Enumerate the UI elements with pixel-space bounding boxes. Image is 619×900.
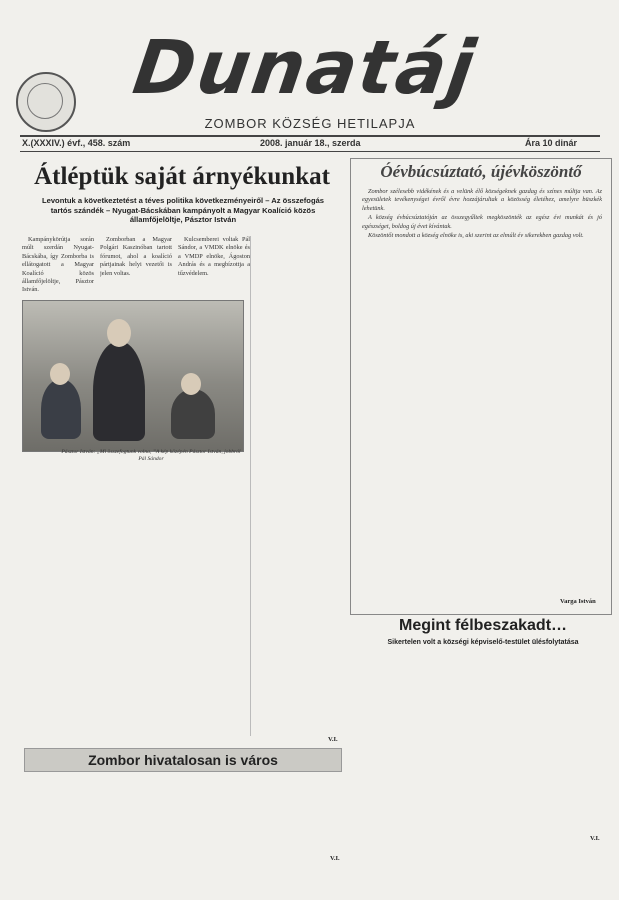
lead-photo xyxy=(22,300,244,452)
masthead-title: Dunatáj xyxy=(128,25,482,111)
lead-article-standfirst: Levontuk a következtetést a téves politika következményeiről – Az összefogás tartós szándék – Nyugat-Bácskában kampányolt a Magyar Koalíció közös államfőjelöltje, Pásztor István xyxy=(41,196,325,225)
lead-article-signature: V.I. xyxy=(328,736,338,743)
coat-of-arms-seal xyxy=(16,72,76,132)
bottom-rule xyxy=(20,151,600,152)
lead-paragraph: Zomborban a Magyar Polgári Kaszinóban tartott fórumot, ahol a koalíció pártjainak helyi vezetői is jelen voltas. xyxy=(100,236,172,277)
box-paragraph: Zombor szélesebb vidékének és a velünk élő községeknek gazdag és színes múltja van. Az egyesületek tevékenységei évről évre hozzájárultak a közösség életéhez, amelyre büszkék lehetünk. xyxy=(362,188,602,212)
right-box-body xyxy=(362,188,602,598)
article2-subtitle: Sikertelen volt a községi képviselő-testület ülésfolytatása xyxy=(387,639,579,646)
box-paragraph: A község évbúcsúztatóján az összegyűltek megköszönték az egész évi munkát és jó egészséget, boldog új évet kívántak. xyxy=(362,214,602,230)
masthead-subtitle: ZOMBOR KÖZSÉG HETILAPJA xyxy=(204,116,416,131)
right-box-title: Óévbúcsúztató, újévköszöntő xyxy=(380,162,582,181)
issue-date: 2008. január 18., szerda xyxy=(260,138,361,148)
right-box-signature: Varga István xyxy=(560,598,596,605)
photo-figure xyxy=(50,363,70,385)
article3-signature: V.I. xyxy=(330,855,340,862)
lead-paragraph: Kampánykörútja során múlt szerdán Nyugat-Bácskába, így Zomborba is ellátogatott a Magyar Koalíció közös államfőjelöltje, Pásztor István. xyxy=(22,236,94,294)
issue-price: Ára 10 dinár xyxy=(525,138,578,148)
photo-caption: Pásztor István: „Mi összefogtunk volna, ”A kép középén Pásztor István, jobbról Pál Sándor xyxy=(61,449,241,462)
lead-paragraph: Kulcsemberei voltak Pál Sándor, a VMDK elnöke és a VMDP elnöke, Ágoston András és a megbízottja a tűzvédelem. xyxy=(178,236,250,277)
photo-figure xyxy=(181,373,201,395)
lead-article-column-2 xyxy=(100,236,172,296)
lead-article-body xyxy=(250,236,347,736)
box-paragraph: Köszöntőt mondott a község elnöke is, aki szerint az elmúlt év sikerekben gazdag volt. xyxy=(368,232,584,240)
lead-article-column-3 xyxy=(178,236,250,296)
article2-title: Megint félbeszakadt… xyxy=(398,617,568,634)
photo-figure xyxy=(107,319,131,347)
photo-figure xyxy=(93,341,145,441)
article2-signature: V.I. xyxy=(590,835,600,842)
article3-title: Zombor hivatalosan is város xyxy=(24,748,342,772)
top-rule xyxy=(20,135,600,137)
lead-article-column-1 xyxy=(22,236,94,296)
photo-figure xyxy=(171,389,215,439)
lead-article-headline: Átléptük saját árnyékunkat xyxy=(34,163,330,190)
photo-figure xyxy=(41,379,81,439)
volume-number: X.(XXXIV.) évf., 458. szám xyxy=(22,138,131,148)
